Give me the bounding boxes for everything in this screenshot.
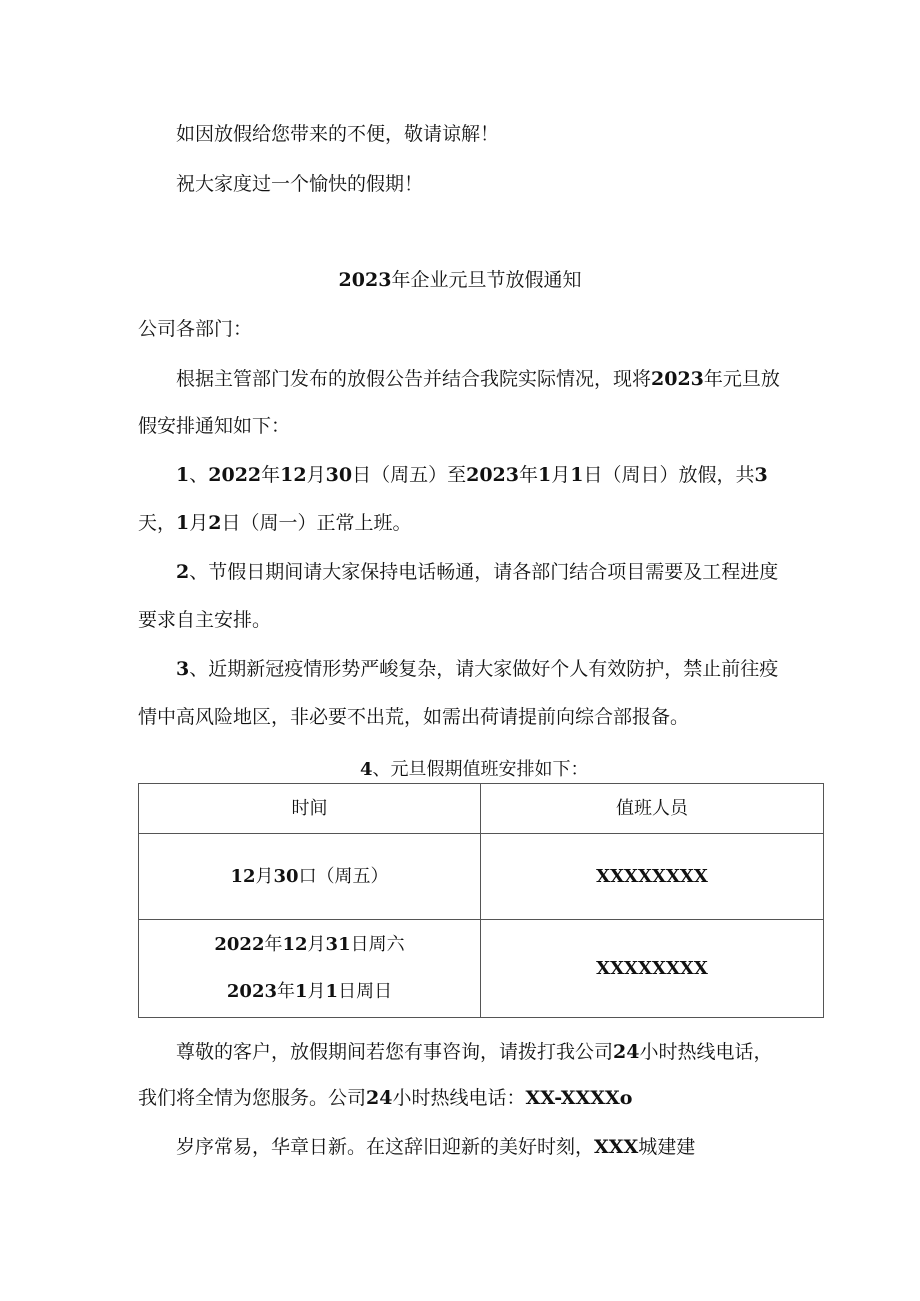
item-number: 3	[176, 658, 190, 680]
header-time: 时间	[139, 784, 481, 834]
item-number: 1	[176, 512, 190, 534]
table-header-row	[139, 784, 824, 834]
row2-date-b	[139, 980, 480, 1004]
item-text: 年	[518, 464, 538, 486]
row2-day: 31	[325, 934, 351, 955]
wish-line: 祝大家度过一个愉快的假期！	[176, 173, 424, 195]
item-text: 日（周日）放假，共	[583, 464, 755, 486]
item-number: 1	[176, 464, 190, 486]
header-staff: 值班人员	[481, 784, 824, 834]
item-text: 月	[189, 512, 209, 534]
title-year: 2023	[338, 269, 392, 291]
item-number: 1	[538, 464, 552, 486]
item-text: 月	[551, 464, 571, 486]
item-3-line-2: 情中高风险地区，非必要不出荒，如需出荷请提前向综合部报备。	[138, 706, 690, 728]
item-text: 、元旦假期值班安排如下：	[372, 759, 589, 780]
table-row	[139, 834, 824, 920]
row2-day: 1	[325, 981, 339, 1002]
title-text: 年企业元旦节放假通知	[391, 269, 582, 291]
item-text: 年	[261, 464, 281, 486]
row2-year: 2022	[214, 934, 265, 955]
row1-text: 口（周五）	[298, 865, 389, 887]
item-1-line-2	[138, 511, 412, 535]
customer-text: 小时热线电话，	[639, 1041, 773, 1063]
row1-staff: XXXXXXXX	[481, 834, 824, 920]
customer-line-2	[138, 1086, 632, 1110]
page-title	[0, 268, 920, 292]
item-2-line-1	[176, 560, 778, 584]
apology-line: 如因放假给您带来的不便，敬请谅解！	[176, 123, 500, 145]
intro-year: 2023	[651, 368, 704, 390]
item-number: 12	[280, 464, 307, 486]
row2-date-a	[139, 933, 480, 957]
intro-text-end: 年元旦放	[703, 368, 780, 390]
row2-text: 年	[277, 981, 296, 1002]
row1-day: 30	[273, 865, 299, 887]
item-number: 2	[208, 512, 222, 534]
item-number: 3	[754, 464, 768, 486]
greeting-line	[176, 1135, 695, 1159]
customer-hours: 24	[613, 1041, 640, 1063]
item-text: 、	[189, 464, 209, 486]
customer-text: 尊敬的客户，放假期间若您有事咨询，请拨打我公司	[176, 1041, 614, 1063]
item-number: 2	[176, 561, 190, 583]
row2-year: 2023	[226, 981, 278, 1002]
table-row	[139, 920, 824, 1018]
row2-text: 年	[264, 934, 283, 955]
row1-text: 月	[255, 865, 274, 887]
row2-month: 12	[282, 934, 308, 955]
item-text: 天，	[138, 512, 177, 534]
greeting-text: 岁序常易，华章日新。在这辞旧迎新的美好时刻，	[176, 1136, 595, 1158]
item-2-line-2: 要求自主安排。	[138, 609, 272, 631]
item-number: 30	[325, 464, 353, 486]
item-4-heading	[360, 758, 589, 782]
item-text: 月	[306, 464, 326, 486]
row2-text: 日周日	[338, 981, 393, 1002]
intro-line-2: 假安排通知如下：	[138, 415, 291, 437]
customer-hours: 24	[366, 1087, 393, 1109]
item-3-line-1	[176, 657, 778, 681]
item-number: 4	[360, 759, 373, 780]
intro-line-1	[176, 367, 780, 391]
row2-staff: XXXXXXXX	[481, 920, 824, 1018]
row2-text: 月	[307, 981, 326, 1002]
item-number: 1	[570, 464, 584, 486]
row2-text: 月	[307, 934, 326, 955]
hotline-number: XX-XXXXo	[525, 1087, 633, 1109]
row2-month: 1	[295, 981, 308, 1002]
company-name: XXX	[594, 1136, 639, 1158]
row2-time	[139, 920, 481, 1018]
item-1-line-1	[176, 463, 768, 487]
item-text: 、近期新冠疫情形势严峻复杂，请大家做好个人有效防护，禁止前往疫	[189, 658, 779, 680]
item-text: 、节假日期间请大家保持电话畅通，请各部门结合项目需要及工程进度	[189, 561, 779, 583]
item-number: 2022	[208, 464, 262, 486]
row2-text: 日周六	[350, 934, 405, 955]
item-text: 日（周一）正常上班。	[221, 512, 412, 534]
customer-text: 小时热线电话：	[392, 1087, 526, 1109]
intro-text: 根据主管部门发布的放假公告并结合我院实际情况，现将	[176, 368, 652, 390]
row1-month: 12	[230, 865, 256, 887]
item-text: 日（周五）至	[352, 464, 467, 486]
item-number: 2023	[466, 464, 519, 486]
customer-text: 我们将全情为您服务。公司	[138, 1087, 367, 1109]
row1-time	[139, 834, 481, 920]
customer-line-1	[176, 1040, 772, 1064]
greeting-text: 城建建	[638, 1136, 696, 1158]
duty-table	[138, 783, 824, 1018]
salutation: 公司各部门：	[138, 318, 253, 340]
